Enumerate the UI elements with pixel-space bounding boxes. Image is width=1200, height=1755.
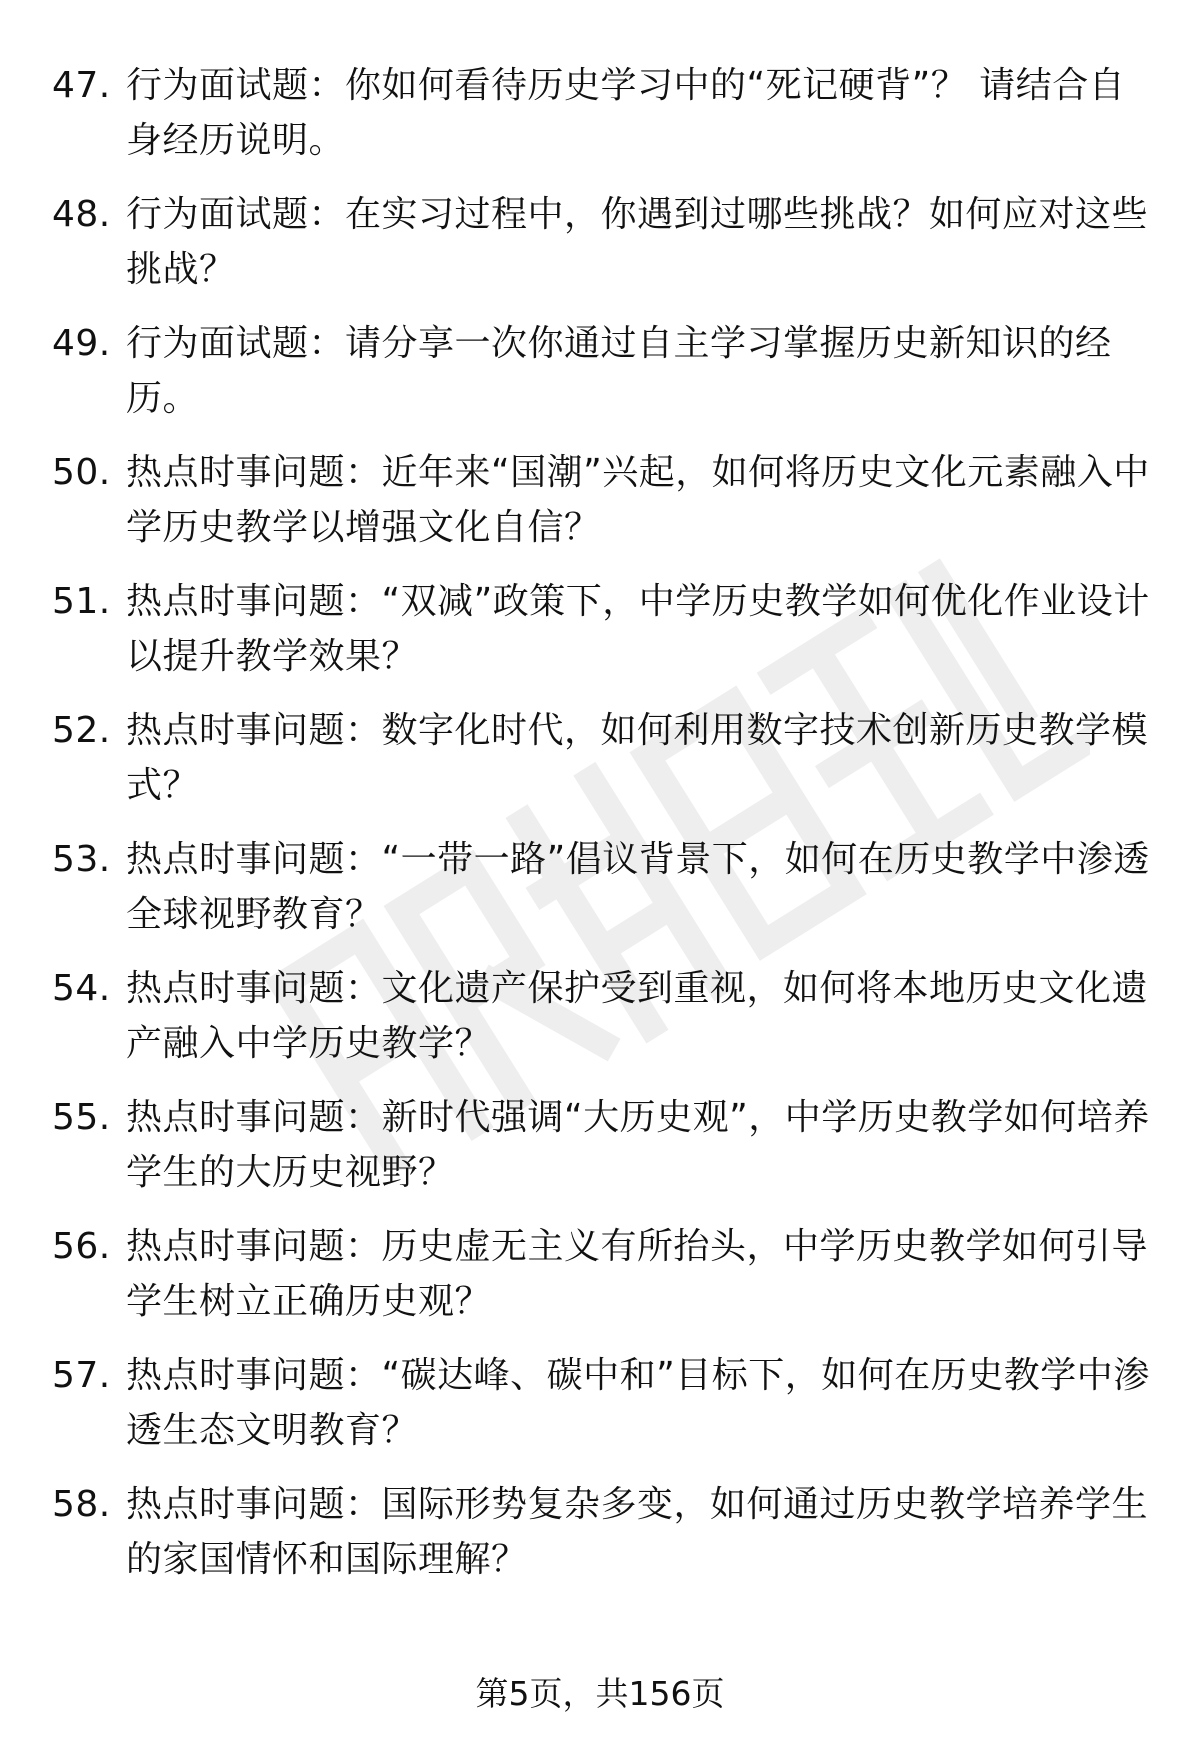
question-text: 行为面试题：请分享一次你通过自主学习掌握历史新知识的经历。 [126, 323, 1112, 419]
question-item [52, 445, 1152, 555]
question-text: 热点时事问题：国际形势复杂多变，如何通过历史教学培养学生的家国情怀和国际理解？ [126, 1484, 1149, 1580]
question-number: 48. [52, 194, 111, 235]
question-text: 热点时事问题：近年来“国潮”兴起，如何将历史文化元素融入中学历史教学以增强文化自信？ [126, 452, 1150, 548]
question-number: 57. [52, 1355, 111, 1396]
question-text: 行为面试题：在实习过程中，你遇到过哪些挑战？如何应对这些挑战？ [126, 194, 1149, 290]
question-item [52, 316, 1152, 426]
question-item [52, 1219, 1152, 1329]
question-text: 热点时事问题：数字化时代，如何利用数字技术创新历史教学模式？ [126, 710, 1149, 806]
page-footer [0, 1672, 1200, 1716]
question-item [52, 1477, 1152, 1587]
question-item [52, 832, 1152, 942]
question-text: 行为面试题：你如何看待历史学习中的“死记硬背”？ 请结合自身经历说明。 [126, 65, 1126, 161]
question-text: 热点时事问题：文化遗产保护受到重视，如何将本地历史文化遗产融入中学历史教学？ [126, 968, 1149, 1064]
question-text: 热点时事问题：历史虚无主义有所抬头，中学历史教学如何引导学生树立正确历史观？ [126, 1226, 1149, 1322]
question-item [52, 703, 1152, 813]
question-item [52, 1090, 1152, 1200]
question-number: 47. [52, 65, 111, 106]
question-number: 56. [52, 1226, 111, 1267]
page-number-label: 第5页，共156页 [475, 1674, 725, 1713]
question-item [52, 58, 1152, 168]
question-list [52, 58, 1152, 1606]
question-item [52, 187, 1152, 297]
question-item [52, 574, 1152, 684]
question-text: 热点时事问题：“双减”政策下，中学历史教学如何优化作业设计以提升教学效果？ [126, 581, 1150, 677]
question-number: 54. [52, 968, 111, 1009]
question-number: 58. [52, 1484, 111, 1525]
question-number: 51. [52, 581, 111, 622]
question-number: 50. [52, 452, 111, 493]
question-text: 热点时事问题：新时代强调“大历史观”，中学历史教学如何培养学生的大历史视野？ [126, 1097, 1150, 1193]
question-item [52, 1348, 1152, 1458]
question-number: 49. [52, 323, 111, 364]
question-number: 55. [52, 1097, 111, 1138]
question-item [52, 961, 1152, 1071]
question-number: 52. [52, 710, 111, 751]
question-text: 热点时事问题：“碳达峰、碳中和”目标下，如何在历史教学中渗透生态文明教育？ [126, 1355, 1150, 1451]
question-number: 53. [52, 839, 111, 880]
question-text: 热点时事问题：“一带一路”倡议背景下，如何在历史教学中渗透全球视野教育？ [126, 839, 1150, 935]
